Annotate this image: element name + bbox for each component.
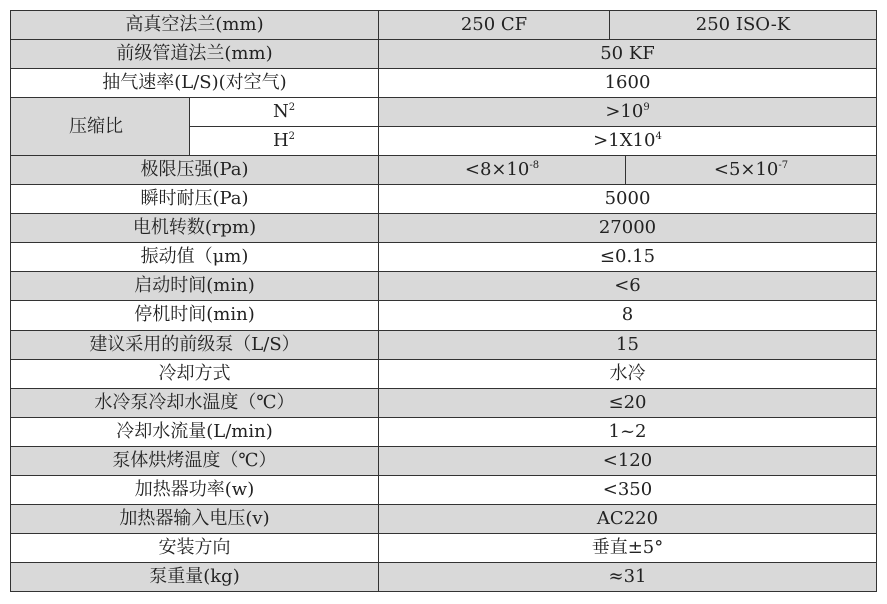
value-bakeout-temp: <120: [379, 446, 877, 475]
value-compression-h2: $>1X10^4$: [379, 127, 877, 156]
table-row: [11, 446, 877, 475]
value-backing-pump: 15: [379, 330, 877, 359]
table-row: [11, 504, 877, 533]
row-label-heater-voltage: 加热器输入电压(v): [11, 504, 379, 533]
row-label-stop-time: 停机时间(min): [11, 301, 379, 330]
table-row: [11, 475, 877, 504]
row-label-cooling-method: 冷却方式: [11, 359, 379, 388]
row-label-motor-speed: 电机转数(rpm): [11, 214, 379, 243]
table-row: [11, 562, 877, 591]
table-row: [11, 388, 877, 417]
value-motor-speed: 27000: [379, 214, 877, 243]
table-row: [11, 156, 877, 185]
value-cooling-method: 水冷: [379, 359, 877, 388]
value-start-time: <6: [379, 272, 877, 301]
row-label-burst-pressure: 瞬时耐压(Pa): [11, 185, 379, 214]
table-row: [11, 69, 877, 98]
row-label-backing-pump: 建议采用的前级泵（L/S）: [11, 330, 379, 359]
row-label-start-time: 启动时间(min): [11, 272, 379, 301]
value-orientation: 垂直±5°: [379, 533, 877, 562]
row-label-heater-power: 加热器功率(w): [11, 475, 379, 504]
value-foreline-flange: 50 KF: [379, 40, 877, 69]
row-label-flange: 高真空法兰(mm): [11, 11, 379, 40]
table-row: [11, 11, 877, 40]
value-stop-time: 8: [379, 301, 877, 330]
table-row: [11, 533, 877, 562]
gas-h2: $H^2$: [190, 127, 379, 156]
value-flange-cf: 250 CF: [379, 11, 610, 40]
table-row: [11, 214, 877, 243]
row-label-bakeout-temp: 泵体烘烤温度（℃）: [11, 446, 379, 475]
table-row: [11, 330, 877, 359]
value-ultimate-pressure-1: $<8\times 10^{-8}$: [379, 156, 626, 185]
gas-n2: $N^2$: [190, 98, 379, 127]
table-row: [11, 272, 877, 301]
value-compression-n2: $>10^9$: [379, 98, 877, 127]
value-heater-power: <350: [379, 475, 877, 504]
value-weight: ≈31: [379, 562, 877, 591]
value-burst-pressure: 5000: [379, 185, 877, 214]
value-cooling-water-flow: 1~2: [379, 417, 877, 446]
table-row: [11, 417, 877, 446]
table-row: [11, 98, 877, 127]
value-ultimate-pressure-2: $<5\times 10^{-7}$: [626, 156, 877, 185]
value-pumping-speed: 1600: [379, 69, 877, 98]
row-label-orientation: 安装方向: [11, 533, 379, 562]
row-label-ultimate-pressure: 极限压强(Pa): [11, 156, 379, 185]
row-label-cooling-water-temp: 水冷泵冷却水温度（℃）: [11, 388, 379, 417]
table-row: [11, 301, 877, 330]
row-label-vibration: 振动值（μm): [11, 243, 379, 272]
value-flange-iso: 250 ISO-K: [610, 11, 877, 40]
row-label-pumping-speed: 抽气速率(L/S)(对空气): [11, 69, 379, 98]
row-label-weight: 泵重量(kg): [11, 562, 379, 591]
row-label-cooling-water-flow: 冷却水流量(L/min): [11, 417, 379, 446]
row-label-foreline-flange: 前级管道法兰(mm): [11, 40, 379, 69]
row-label-compression-ratio: 压缩比: [11, 98, 190, 156]
table-row: [11, 40, 877, 69]
spec-table: [10, 10, 877, 592]
value-cooling-water-temp: ≤20: [379, 388, 877, 417]
table-row: [11, 185, 877, 214]
table-row: [11, 243, 877, 272]
value-vibration: ≤0.15: [379, 243, 877, 272]
value-heater-voltage: AC220: [379, 504, 877, 533]
table-row: [11, 359, 877, 388]
